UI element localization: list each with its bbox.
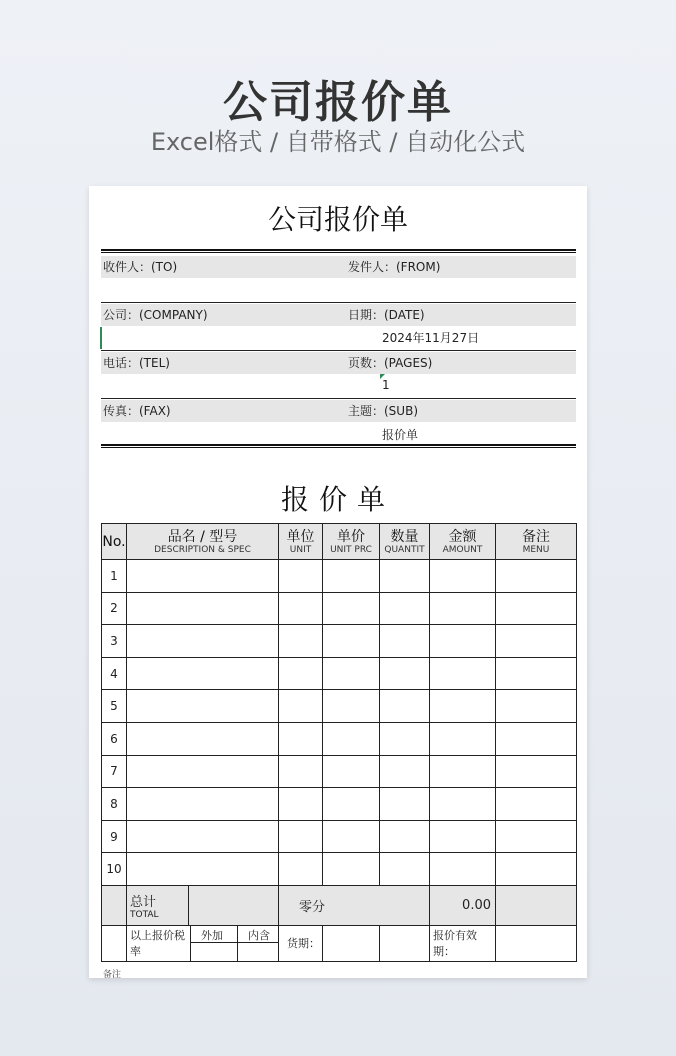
table-cell[interactable] [430,690,496,723]
pages-value[interactable]: 1 [382,378,390,392]
table-row [102,625,577,658]
table-cell[interactable] [380,788,430,821]
table-cell[interactable] [430,592,496,625]
table-cell[interactable] [323,657,380,690]
table-cell[interactable] [279,853,323,886]
table-cell [102,925,127,961]
table-row [102,788,577,821]
pages-label: 页数：(PAGES) [348,356,433,370]
header-unit: 单位 UNIT [279,524,323,560]
row-number: 1 [102,560,127,593]
row-number: 10 [102,853,127,886]
header-quantity: 数量 QUANTIT [380,524,430,560]
table-cell[interactable] [279,788,323,821]
table-cell[interactable] [430,788,496,821]
subject-value[interactable]: 报价单 [382,428,419,442]
section-title: 报价单 [280,483,395,516]
tax-row [102,925,577,961]
table-cell[interactable] [380,820,430,853]
table-row [102,755,577,788]
table-row [102,560,577,593]
date-value[interactable]: 2024年11月27日 [382,331,480,345]
hero-subtitle: Excel格式 / 自带格式 / 自动化公式 [150,128,526,156]
row-number: 5 [102,690,127,723]
table-cell[interactable] [496,592,577,625]
table-cell[interactable] [430,820,496,853]
rule [101,302,576,303]
row-number: 2 [102,592,127,625]
table-cell[interactable] [430,853,496,886]
header-description: 品名 / 型号 DESCRIPTION & SPEC [127,524,279,560]
table-cell[interactable] [380,853,430,886]
quotation-table [101,523,577,962]
delivery-label: 货期： [279,925,323,961]
table-cell[interactable] [127,657,279,690]
table-header-row [102,524,577,560]
table-cell[interactable] [323,690,380,723]
rule [101,350,576,351]
validity-label: 报价有效期： [430,925,496,961]
table-row [102,722,577,755]
tax-label: 以上报价税率 [130,929,185,959]
document-title: 公司报价单 [267,203,408,236]
phone-label: 电话：(TEL) [103,356,170,370]
table-cell [102,885,127,925]
table-cell[interactable] [279,820,323,853]
table-cell[interactable] [127,755,279,788]
row-number: 8 [102,788,127,821]
table-cell[interactable] [323,788,380,821]
table-cell[interactable] [380,625,430,658]
table-cell[interactable] [323,560,380,593]
table-cell[interactable] [380,690,430,723]
total-label [127,885,279,925]
table-cell[interactable] [279,625,323,658]
table-cell[interactable] [279,755,323,788]
footer-note: 备注 [103,970,122,978]
tax-incl-label: 内含 [248,928,270,942]
table-row [102,690,577,723]
company-label: 公司：(COMPANY) [103,308,208,322]
table-cell[interactable] [279,657,323,690]
table-cell[interactable] [279,722,323,755]
total-label-en: TOTAL [130,909,159,920]
table-cell[interactable] [496,625,577,658]
table-cell[interactable] [323,592,380,625]
sender-label: 发件人：(FROM) [348,260,441,274]
total-amount-words: 零分 [279,885,430,925]
recipient-label: 收件人：(TO) [103,260,178,274]
row-number: 4 [102,657,127,690]
table-cell[interactable] [323,625,380,658]
header-amount: 金额 AMOUNT [430,524,496,560]
cell-cursor [100,327,102,349]
table-cell[interactable] [323,755,380,788]
header-unit-price: 单价 UNIT PRC [323,524,380,560]
table-cell[interactable] [496,690,577,723]
table-cell[interactable] [496,722,577,755]
total-row [102,885,577,925]
table-cell [496,885,577,925]
table-cell[interactable] [127,560,279,593]
table-cell[interactable] [430,560,496,593]
table-cell[interactable] [380,592,430,625]
row-number: 3 [102,625,127,658]
table-cell[interactable] [430,625,496,658]
tax-excl-label: 外加 [201,928,223,942]
table-cell[interactable] [430,722,496,755]
rule [101,398,576,399]
table-row [102,592,577,625]
table-cell[interactable] [127,820,279,853]
table-cell[interactable] [430,755,496,788]
delivery-value[interactable] [323,925,380,961]
table-cell[interactable] [496,657,577,690]
subject-label: 主题：(SUB) [348,404,418,418]
table-cell[interactable] [496,560,577,593]
table-cell[interactable] [380,560,430,593]
table-cell[interactable] [323,853,380,886]
table-cell[interactable] [127,625,279,658]
table-row [102,657,577,690]
table-cell[interactable] [430,657,496,690]
table-cell[interactable] [127,853,279,886]
table-row [102,853,577,886]
date-label: 日期：(DATE) [348,308,425,322]
table-row [102,820,577,853]
header-memo: 备注 MENU [496,524,577,560]
tax-cell [127,925,279,961]
table-cell[interactable] [127,788,279,821]
table-cell[interactable] [496,788,577,821]
field-band [101,352,576,374]
table-cell[interactable] [127,592,279,625]
table-cell[interactable] [380,657,430,690]
row-number: 6 [102,722,127,755]
table-cell[interactable] [279,560,323,593]
table-cell[interactable] [380,925,430,961]
total-label-zh: 总计 [130,894,157,910]
table-cell[interactable] [323,820,380,853]
table-cell[interactable] [496,853,577,886]
table-cell[interactable] [380,722,430,755]
table-cell[interactable] [127,722,279,755]
field-band [101,400,576,422]
row-number: 7 [102,755,127,788]
validity-value[interactable] [496,925,577,961]
double-rule [101,444,576,448]
table-cell[interactable] [323,722,380,755]
table-cell[interactable] [496,820,577,853]
table-cell[interactable] [279,690,323,723]
table-cell[interactable] [380,755,430,788]
row-number: 9 [102,820,127,853]
double-rule [101,249,576,253]
fax-label: 传真：(FAX) [103,404,171,418]
table-cell[interactable] [279,592,323,625]
hero-title: 公司报价单 [223,77,453,128]
header-no: No. [102,524,127,560]
quotation-sheet [89,186,587,978]
total-amount: 0.00 [430,885,496,925]
table-cell[interactable] [127,690,279,723]
table-cell[interactable] [496,755,577,788]
